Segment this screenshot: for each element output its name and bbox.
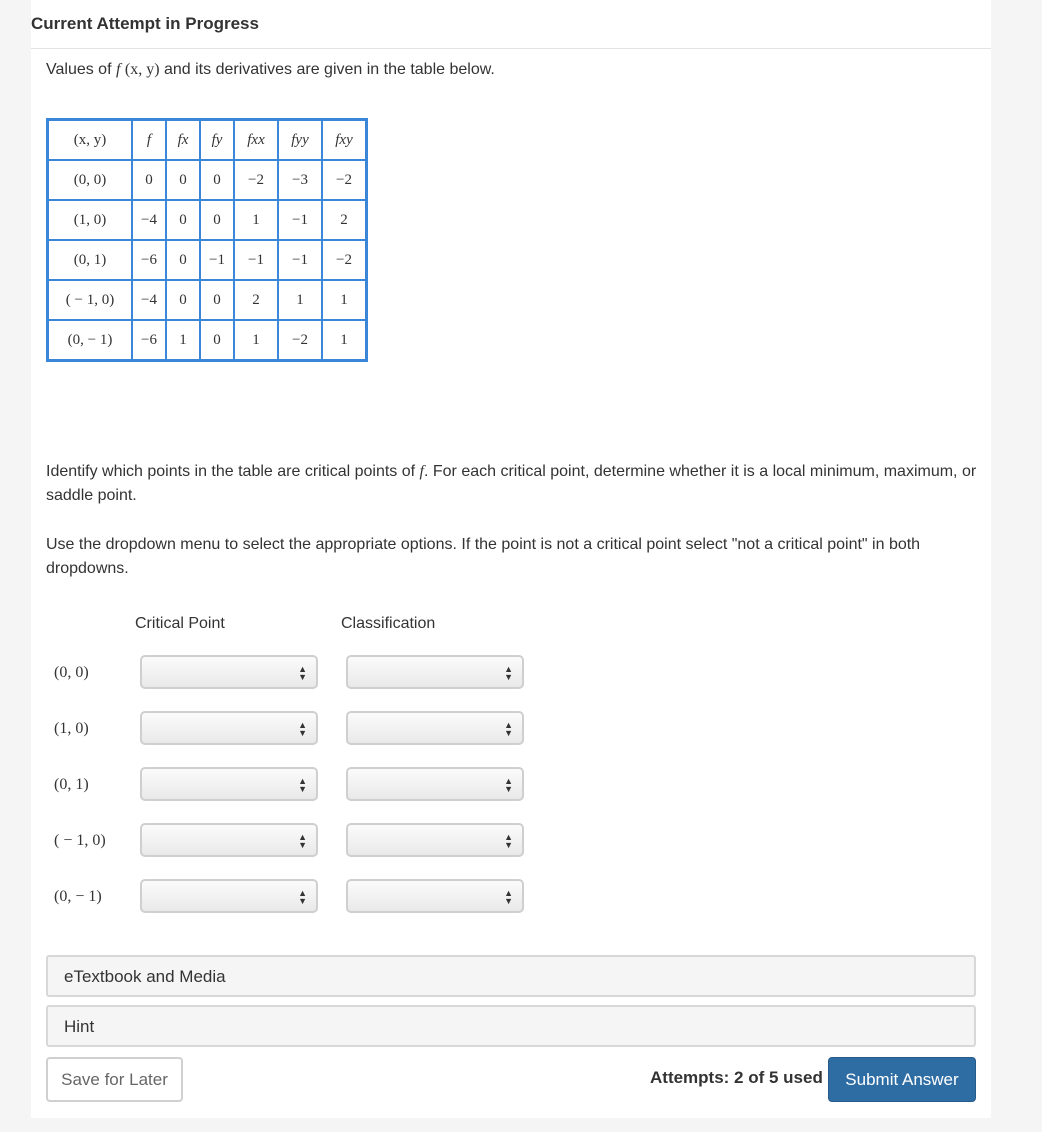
table-cell: 0 <box>166 280 200 320</box>
table-cell: −3 <box>278 160 322 200</box>
classification-select[interactable] <box>346 711 524 745</box>
table-cell: −2 <box>234 160 278 200</box>
table-cell: 1 <box>322 280 367 320</box>
table-row <box>48 240 367 280</box>
select-arrows-icon: ▲ ▼ <box>298 776 307 794</box>
header-divider <box>31 48 991 49</box>
critical-point-select[interactable] <box>140 823 318 857</box>
table-row <box>48 200 367 240</box>
classification-select[interactable] <box>346 879 524 913</box>
attempt-title: Current Attempt in Progress <box>31 14 259 33</box>
table-header-row <box>48 120 367 161</box>
critical-point-select[interactable] <box>140 879 318 913</box>
table-row <box>48 280 367 320</box>
select-arrows-icon: ▲ ▼ <box>298 664 307 682</box>
save-for-later-button[interactable]: Save for Later <box>46 1057 183 1102</box>
question-card <box>31 0 991 1118</box>
table-cell: 0 <box>200 320 234 361</box>
table-cell: −6 <box>132 320 166 361</box>
table-cell: −1 <box>278 200 322 240</box>
table-cell: 0 <box>200 160 234 200</box>
table-row <box>48 160 367 200</box>
table-cell: −2 <box>278 320 322 361</box>
point-label: (0, 0) <box>54 664 89 681</box>
classification-select[interactable] <box>346 655 524 689</box>
table-cell: (0, 1) <box>48 240 133 280</box>
select-arrows-icon: ▲ ▼ <box>504 776 513 794</box>
table-cell: −1 <box>234 240 278 280</box>
intro-text: Values of f (x, y) and its derivatives are given in the table below. <box>46 61 495 78</box>
table-cell: −6 <box>132 240 166 280</box>
submit-answer-button[interactable]: Submit Answer <box>828 1057 976 1102</box>
col-header-critical-point: Critical Point <box>135 615 225 632</box>
point-label: (0, − 1) <box>54 888 102 905</box>
select-arrows-icon: ▲ ▼ <box>298 888 307 906</box>
question-instructions: Identify which points in the table are critical points of f. For each critical point, determine whether it is a local minimum, maximum, or saddle point. <box>46 463 977 504</box>
select-arrows-icon: ▲ ▼ <box>298 720 307 738</box>
etextbook-accordion[interactable]: eTextbook and Media <box>46 955 976 997</box>
hint-accordion[interactable]: Hint <box>46 1005 976 1047</box>
table-cell: −4 <box>132 280 166 320</box>
critical-point-select[interactable] <box>140 711 318 745</box>
table-cell: 1 <box>322 320 367 361</box>
table-cell: −1 <box>200 240 234 280</box>
table-cell: −2 <box>322 240 367 280</box>
col-header-fyy: fyy <box>278 120 322 161</box>
point-label: ( − 1, 0) <box>54 832 106 849</box>
table-cell: −2 <box>322 160 367 200</box>
critical-point-select[interactable] <box>140 655 318 689</box>
table-cell: 0 <box>166 200 200 240</box>
col-header-fy: fy <box>200 120 234 161</box>
derivatives-table <box>46 118 368 362</box>
select-arrows-icon: ▲ ▼ <box>504 888 513 906</box>
table-cell: 2 <box>322 200 367 240</box>
col-header-point: (x, y) <box>48 120 133 161</box>
table-cell: 1 <box>234 320 278 361</box>
table-cell: (0, 0) <box>48 160 133 200</box>
point-label: (1, 0) <box>54 720 89 737</box>
table-cell: 2 <box>234 280 278 320</box>
col-header-classification: Classification <box>341 615 436 632</box>
table-cell: (0, − 1) <box>48 320 133 361</box>
col-header-fxx: fxx <box>234 120 278 161</box>
classification-select[interactable] <box>346 767 524 801</box>
point-label: (0, 1) <box>54 776 89 793</box>
table-cell: −4 <box>132 200 166 240</box>
table-cell: 0 <box>132 160 166 200</box>
table-cell: −1 <box>278 240 322 280</box>
table-row <box>48 320 367 361</box>
table-cell: 0 <box>166 160 200 200</box>
col-header-f: f <box>132 120 166 161</box>
classification-select[interactable] <box>346 823 524 857</box>
table-cell: 1 <box>278 280 322 320</box>
table-cell: 0 <box>166 240 200 280</box>
select-arrows-icon: ▲ ▼ <box>504 664 513 682</box>
table-cell: 1 <box>234 200 278 240</box>
select-arrows-icon: ▲ ▼ <box>504 832 513 850</box>
col-header-fxy: fxy <box>322 120 367 161</box>
select-arrows-icon: ▲ ▼ <box>504 720 513 738</box>
table-cell: 0 <box>200 200 234 240</box>
select-arrows-icon: ▲ ▼ <box>298 832 307 850</box>
table-cell: ( − 1, 0) <box>48 280 133 320</box>
table-cell: 1 <box>166 320 200 361</box>
table-cell: 0 <box>200 280 234 320</box>
dropdown-instructions: Use the dropdown menu to select the appropriate options. If the point is not a critical point select "not a critical point" in both dropdowns. <box>46 536 921 577</box>
table-cell: (1, 0) <box>48 200 133 240</box>
critical-point-select[interactable] <box>140 767 318 801</box>
col-header-fx: fx <box>166 120 200 161</box>
attempts-counter: Attempts: 2 of 5 used <box>650 1068 823 1087</box>
